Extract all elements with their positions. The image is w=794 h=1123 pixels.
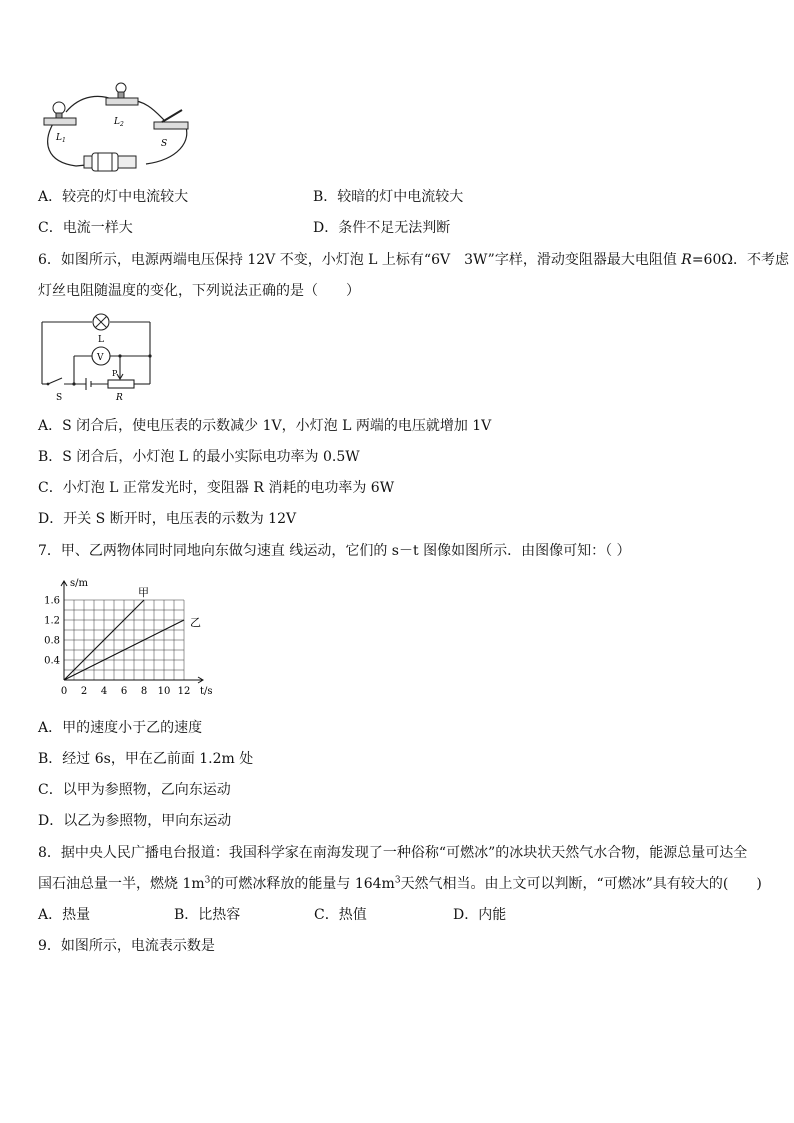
q8-stem-line1: 8．据中央人民广播电台报道：我国科学家在南海发现了一种俗称“可燃冰”的冰块状天然气水合物，能源总量可达全: [38, 845, 748, 861]
x-tick-label: 2: [80, 686, 88, 697]
label-r: R: [116, 393, 123, 403]
bulb-l2-icon: [106, 83, 138, 105]
q8-option-b[interactable]: B．比热容: [174, 907, 241, 923]
q7-stem: 7．甲、乙两物体同时同地向东做匀速直 线运动，它们的 s－t 图像如图所示．由图像可知：（ ）: [38, 543, 631, 559]
x-tick-label: 0: [60, 686, 68, 697]
x-tick-label: 4: [100, 686, 108, 697]
y-tick-label: 0.8: [44, 635, 60, 647]
q6-circuit-diagram: [36, 310, 158, 404]
q5-option-c[interactable]: C．电流一样大: [38, 220, 133, 236]
q7-option-d[interactable]: D．以乙为参照物，甲向东运动: [38, 813, 232, 829]
x-tick-label: 6: [120, 686, 128, 697]
x-tick-label: 8: [140, 686, 148, 697]
q8-stem-line2: 国石油总量一半，燃烧 $1m^3$的可燃冰释放的能量与 $164m^3$天然气相当。由上文可以判断，“可燃冰”具有较大的( ): [38, 875, 762, 892]
x-axis-label: t/s: [200, 686, 213, 697]
label-l2: $L_2$: [114, 117, 124, 128]
q8-option-a[interactable]: A．热量: [38, 907, 91, 923]
q7-option-c[interactable]: C．以甲为参照物，乙向东运动: [38, 782, 231, 798]
q6-stem-line2: 灯丝电阻随温度的变化，下列说法正确的是（ ）: [38, 283, 360, 299]
label-s: S: [161, 139, 168, 149]
series-label: 乙: [190, 616, 201, 629]
battery-icon: [84, 153, 136, 171]
q8-option-c[interactable]: C．热值: [314, 907, 367, 923]
st-graph: [36, 566, 236, 704]
q9-stem: 9．如图所示，电流表示数是: [38, 938, 215, 954]
q7-option-a[interactable]: A．甲的速度小于乙的速度: [38, 720, 203, 736]
q7-option-b[interactable]: B．经过 6s，甲在乙前面 1.2m 处: [38, 751, 254, 767]
series-label: 甲: [138, 586, 149, 599]
x-tick-label: 10: [157, 686, 171, 697]
y-tick-label: 1.2: [44, 615, 60, 627]
q6-option-d[interactable]: D．开关 S 断开时，电压表的示数为 12V: [38, 511, 297, 527]
label-p: P: [112, 369, 118, 378]
chart-grid: [64, 600, 184, 680]
q6-option-a[interactable]: A．S 闭合后，使电压表的示数减少 1V，小灯泡 L 两端的电压就增加 1V: [38, 418, 492, 434]
q5-option-b[interactable]: B．较暗的灯中电流较大: [313, 189, 464, 205]
label-l: L: [98, 335, 104, 345]
q6-stem-line1: 6．如图所示，电源两端电压保持 12V 不变，小灯泡 L 上标有“6V 3W”字样，滑动变阻器最大电阻值 R=60Ω．不考虑: [38, 252, 789, 268]
chart-labels: [44, 578, 212, 697]
q6-option-b[interactable]: B．S 闭合后，小灯泡 L 的最小实际电功率为 0.5W: [38, 449, 360, 465]
q5-circuit-figure: [36, 82, 196, 180]
q5-option-d[interactable]: D．条件不足无法判断: [313, 220, 451, 236]
q6-option-c[interactable]: C．小灯泡 L 正常发光时，变阻器 R 消耗的电功率为 6W: [38, 480, 395, 496]
q5-option-a[interactable]: A．较亮的灯中电流较大: [38, 189, 189, 205]
y-axis-label: s/m: [70, 578, 88, 589]
label-s: S: [56, 393, 63, 403]
y-tick-label: 1.6: [44, 595, 60, 607]
lamp-l-icon: [93, 314, 109, 330]
label-v: V: [97, 353, 104, 363]
switch-s-icon: [154, 110, 188, 129]
x-tick-label: 12: [177, 686, 191, 697]
y-tick-label: 0.4: [44, 655, 60, 667]
bulb-l1-icon: [44, 102, 76, 125]
label-l1: $L_1$: [56, 133, 66, 144]
chart-axes: [61, 581, 203, 683]
q8-option-d[interactable]: D．内能: [453, 907, 507, 923]
